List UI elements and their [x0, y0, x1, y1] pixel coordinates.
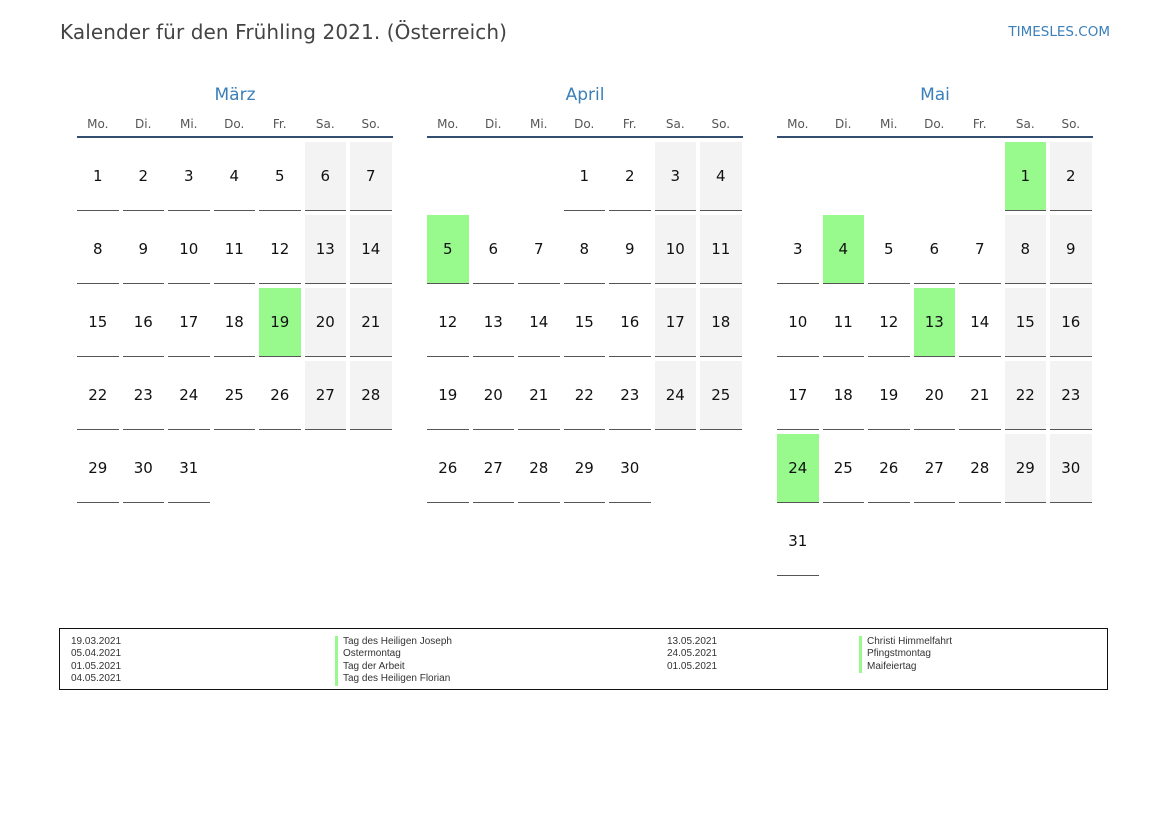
day-grid — [777, 142, 1093, 576]
empty-day-cell — [427, 142, 469, 211]
day-cell: 10 — [168, 215, 210, 284]
weekend-day-cell: 29 — [1005, 434, 1047, 503]
holiday-legend — [59, 628, 1108, 690]
page-title: Kalender für den Frühling 2021. (Österreich) — [60, 20, 508, 44]
day-cell: 31 — [168, 434, 210, 503]
day-grid — [427, 142, 743, 503]
day-cell: 25 — [823, 434, 865, 503]
day-cell: 17 — [777, 361, 819, 430]
holiday-day-cell: 13 — [914, 288, 956, 357]
day-cell: 21 — [518, 361, 560, 430]
day-cell: 24 — [168, 361, 210, 430]
day-cell: 8 — [564, 215, 606, 284]
legend-names-right — [859, 636, 952, 673]
holiday-day-cell: 5 — [427, 215, 469, 284]
legend-dates-left — [71, 636, 121, 686]
weekend-day-cell: 18 — [700, 288, 742, 357]
day-cell: 5 — [868, 215, 910, 284]
day-cell: 20 — [473, 361, 515, 430]
weekend-day-cell: 6 — [305, 142, 347, 211]
legend-date: 04.05.2021 — [71, 673, 122, 685]
weekday-label: Sa. — [1015, 117, 1035, 131]
weekday-label: Mo. — [437, 117, 459, 131]
day-cell: 8 — [77, 215, 119, 284]
weekend-day-cell: 23 — [1050, 361, 1092, 430]
weekday-header — [777, 116, 1093, 138]
weekend-day-cell: 11 — [700, 215, 742, 284]
legend-dates-right — [667, 636, 717, 673]
weekday-label: Do. — [924, 117, 945, 131]
weekend-day-cell: 7 — [350, 142, 392, 211]
weekday-label: So. — [1061, 117, 1081, 131]
month-title: März — [214, 85, 256, 105]
weekend-day-cell: 22 — [1005, 361, 1047, 430]
weekday-label: Di. — [135, 117, 152, 131]
day-cell: 9 — [609, 215, 651, 284]
day-cell: 12 — [259, 215, 301, 284]
weekend-day-cell: 8 — [1005, 215, 1047, 284]
legend-holiday-name: Maifeiertag — [859, 661, 952, 673]
site-link[interactable]: TIMESLES.COM — [1008, 24, 1110, 40]
weekend-day-cell: 3 — [655, 142, 697, 211]
day-cell: 1 — [564, 142, 606, 211]
legend-holiday-name: Pfingstmontag — [859, 648, 952, 660]
weekday-label: Fr. — [272, 117, 287, 131]
weekday-label: Mo. — [87, 117, 109, 131]
day-cell: 23 — [609, 361, 651, 430]
day-cell: 1 — [77, 142, 119, 211]
month-calendar-maerz — [77, 84, 393, 503]
weekend-day-cell: 21 — [350, 288, 392, 357]
empty-day-cell — [473, 142, 515, 211]
weekday-label: Sa. — [665, 117, 685, 131]
empty-day-cell — [868, 142, 910, 211]
day-cell: 31 — [777, 507, 819, 576]
weekend-day-cell: 14 — [350, 215, 392, 284]
day-cell: 14 — [518, 288, 560, 357]
day-cell: 29 — [564, 434, 606, 503]
day-cell: 4 — [214, 142, 256, 211]
weekend-day-cell: 28 — [350, 361, 392, 430]
month-title: Mai — [920, 85, 950, 105]
day-cell: 2 — [609, 142, 651, 211]
weekday-label: Do. — [574, 117, 595, 131]
holiday-day-cell: 4 — [823, 215, 865, 284]
weekday-header — [77, 116, 393, 138]
day-cell: 19 — [868, 361, 910, 430]
day-cell: 20 — [914, 361, 956, 430]
day-grid — [77, 142, 393, 503]
empty-day-cell — [823, 142, 865, 211]
day-cell: 3 — [168, 142, 210, 211]
day-cell: 6 — [914, 215, 956, 284]
day-cell: 5 — [259, 142, 301, 211]
day-cell: 25 — [214, 361, 256, 430]
day-cell: 9 — [123, 215, 165, 284]
day-cell: 30 — [123, 434, 165, 503]
empty-day-cell — [959, 142, 1001, 211]
day-cell: 26 — [868, 434, 910, 503]
day-cell: 22 — [564, 361, 606, 430]
day-cell: 15 — [564, 288, 606, 357]
day-cell: 12 — [868, 288, 910, 357]
weekend-day-cell: 17 — [655, 288, 697, 357]
legend-date: 24.05.2021 — [667, 648, 718, 660]
day-cell: 6 — [473, 215, 515, 284]
legend-holiday-name: Tag des Heiligen Joseph — [335, 636, 452, 648]
day-cell: 28 — [518, 434, 560, 503]
weekday-label: Sa. — [315, 117, 335, 131]
day-cell: 11 — [214, 215, 256, 284]
legend-holiday-name: Ostermontag — [335, 648, 452, 660]
day-cell: 26 — [259, 361, 301, 430]
holiday-day-cell: 19 — [259, 288, 301, 357]
weekend-day-cell: 30 — [1050, 434, 1092, 503]
day-cell: 18 — [823, 361, 865, 430]
weekend-day-cell: 4 — [700, 142, 742, 211]
day-cell: 27 — [914, 434, 956, 503]
holiday-day-cell: 1 — [1005, 142, 1047, 211]
weekend-day-cell: 16 — [1050, 288, 1092, 357]
day-cell: 2 — [123, 142, 165, 211]
month-title: April — [565, 85, 605, 105]
day-cell: 17 — [168, 288, 210, 357]
weekday-label: Fr. — [972, 117, 987, 131]
day-cell: 29 — [77, 434, 119, 503]
legend-date: 05.04.2021 — [71, 648, 122, 660]
month-calendar-april — [427, 84, 743, 503]
day-cell: 18 — [214, 288, 256, 357]
weekend-day-cell: 20 — [305, 288, 347, 357]
weekend-day-cell: 25 — [700, 361, 742, 430]
day-cell: 15 — [77, 288, 119, 357]
empty-day-cell — [518, 142, 560, 211]
weekend-day-cell: 10 — [655, 215, 697, 284]
legend-names-left — [335, 636, 452, 686]
weekday-label: Di. — [835, 117, 852, 131]
weekend-day-cell: 13 — [305, 215, 347, 284]
weekend-day-cell: 15 — [1005, 288, 1047, 357]
weekday-label: Fr. — [622, 117, 637, 131]
day-cell: 7 — [518, 215, 560, 284]
day-cell: 3 — [777, 215, 819, 284]
day-cell: 21 — [959, 361, 1001, 430]
legend-holiday-name: Tag des Heiligen Florian — [335, 673, 452, 685]
day-cell: 30 — [609, 434, 651, 503]
day-cell: 28 — [959, 434, 1001, 503]
day-cell: 19 — [427, 361, 469, 430]
day-cell: 16 — [609, 288, 651, 357]
day-cell: 13 — [473, 288, 515, 357]
month-calendar-mai — [777, 84, 1093, 576]
legend-date: 13.05.2021 — [667, 636, 718, 647]
day-cell: 23 — [123, 361, 165, 430]
legend-date: 01.05.2021 — [71, 660, 122, 672]
weekday-label: So. — [361, 117, 381, 131]
holiday-day-cell: 24 — [777, 434, 819, 503]
weekend-day-cell: 24 — [655, 361, 697, 430]
day-cell: 16 — [123, 288, 165, 357]
weekday-label: Do. — [224, 117, 245, 131]
legend-holiday-name: Tag der Arbeit — [335, 661, 452, 673]
empty-day-cell — [914, 142, 956, 211]
weekday-label: Mo. — [787, 117, 809, 131]
day-cell: 22 — [77, 361, 119, 430]
legend-date: 01.05.2021 — [667, 660, 718, 672]
weekend-day-cell: 2 — [1050, 142, 1092, 211]
weekday-label: Mi. — [529, 117, 548, 131]
day-cell: 10 — [777, 288, 819, 357]
weekday-label: So. — [711, 117, 731, 131]
day-cell: 11 — [823, 288, 865, 357]
weekday-label: Mi. — [179, 117, 198, 131]
day-cell: 26 — [427, 434, 469, 503]
day-cell: 12 — [427, 288, 469, 357]
legend-date: 19.03.2021 — [71, 636, 122, 647]
day-cell: 14 — [959, 288, 1001, 357]
empty-day-cell — [777, 142, 819, 211]
weekday-header — [427, 116, 743, 138]
weekday-label: Di. — [485, 117, 502, 131]
weekday-label: Mi. — [879, 117, 898, 131]
day-cell: 27 — [473, 434, 515, 503]
weekend-day-cell: 9 — [1050, 215, 1092, 284]
legend-holiday-name: Christi Himmelfahrt — [859, 636, 952, 648]
weekend-day-cell: 27 — [305, 361, 347, 430]
day-cell: 7 — [959, 215, 1001, 284]
